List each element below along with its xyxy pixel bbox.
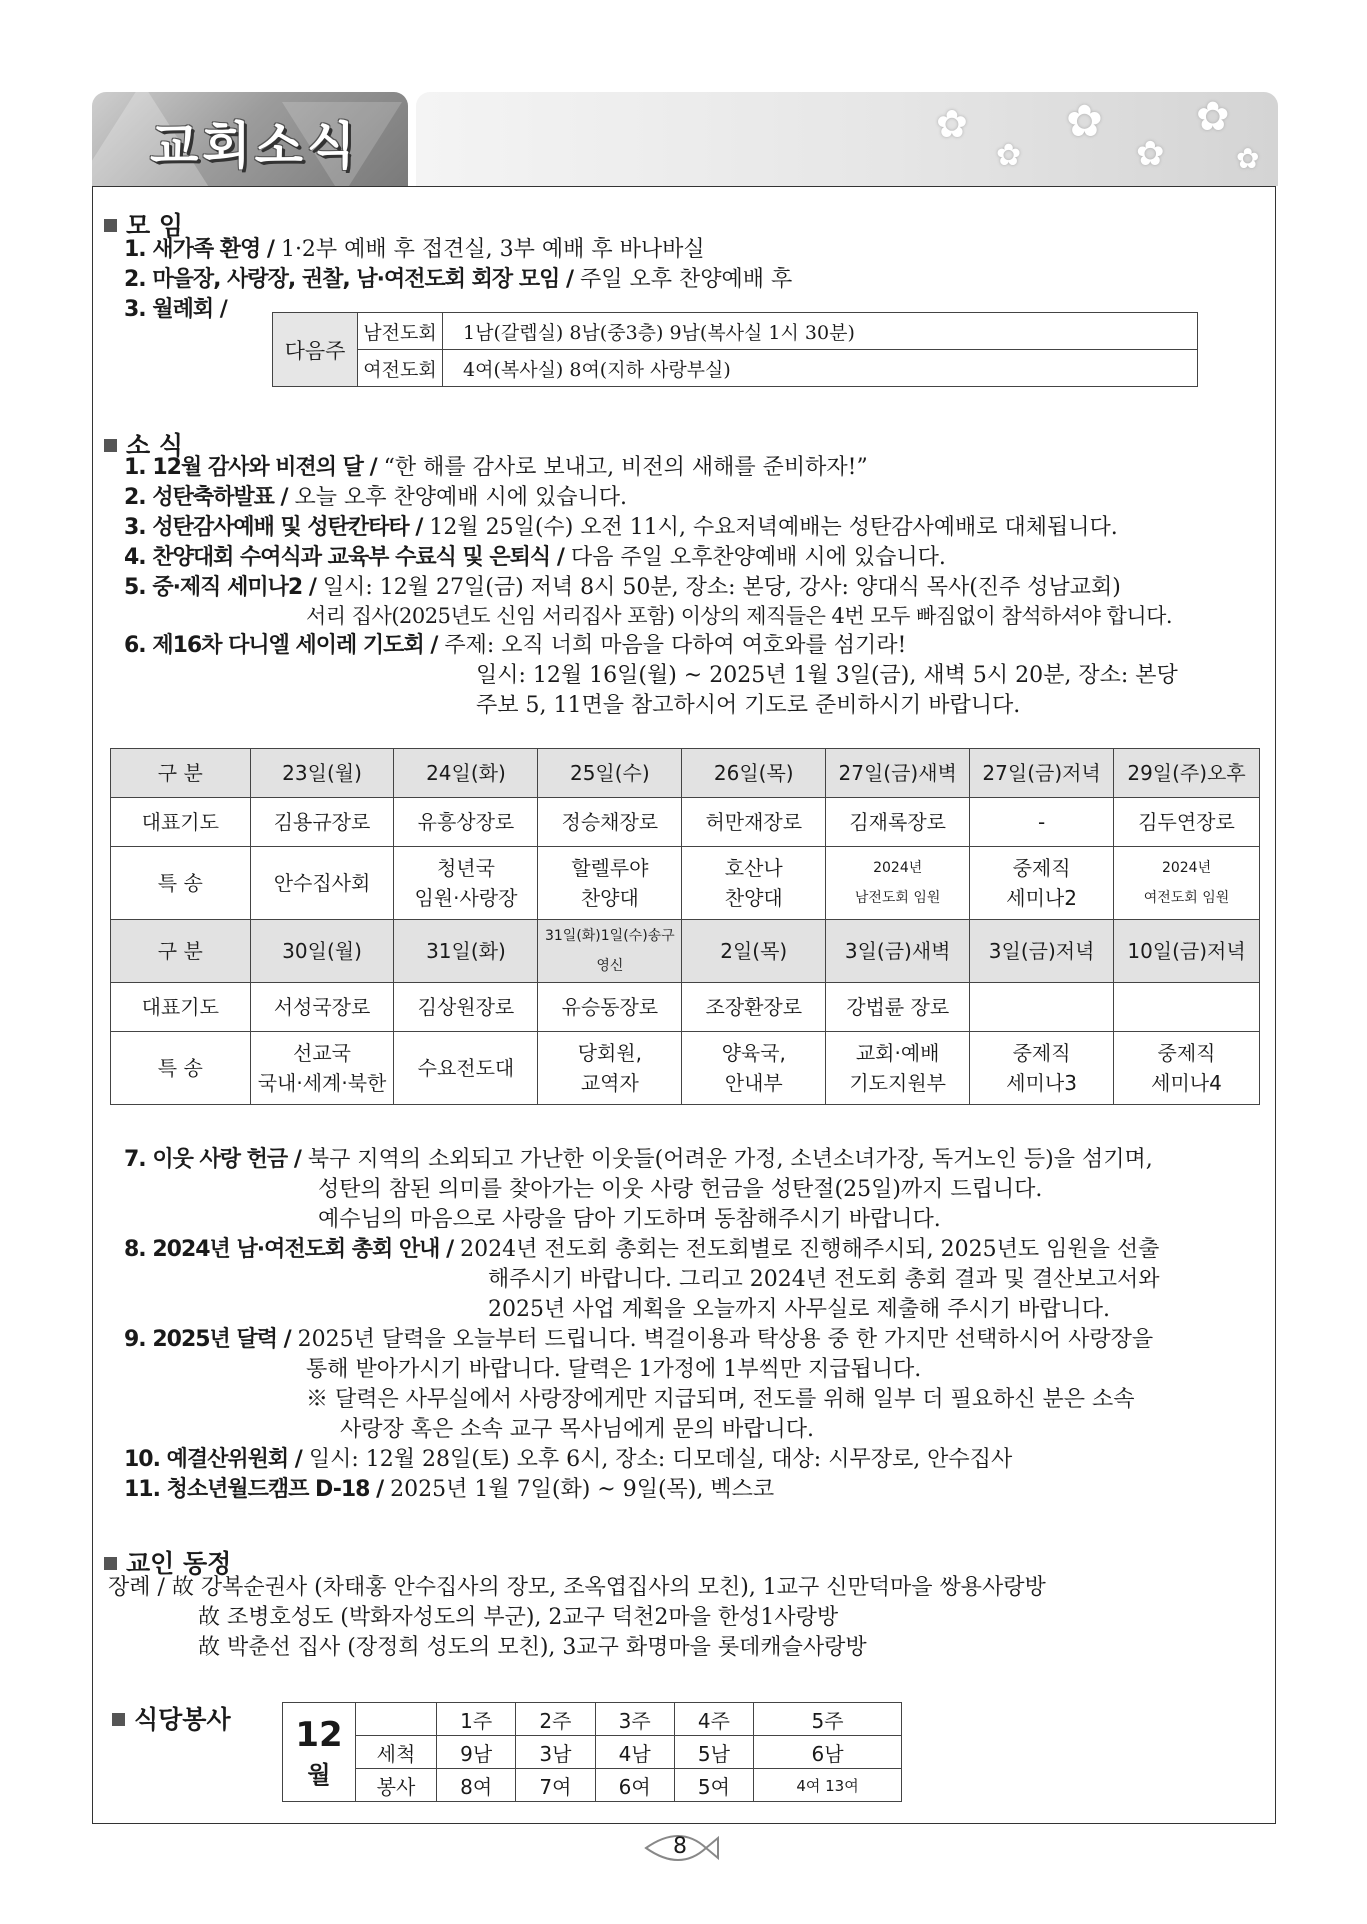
item-text: 2025년 달력을 오늘부터 드립니다. 벽걸이용과 탁상용 중 한 가지만 선택하시어 사랑장을 <box>290 1327 1154 1352</box>
cell-text: 찬양대 <box>724 886 783 910</box>
item-label: 1. 12월 감사와 비젼의 달 / <box>124 455 377 480</box>
table-cell <box>250 920 394 983</box>
item-text: 일시: 12월 16일(월) ~ 2025년 1월 3일(금), 새벽 5시 20분, 장소: 본당 <box>476 663 1178 688</box>
list-item <box>124 454 868 482</box>
table-cell <box>682 847 826 920</box>
cell-text: 유승동장로 <box>561 995 659 1019</box>
row-header <box>111 749 251 798</box>
item-text: ※ 달력은 사무실에서 사랑장에게만 지급되며, 전도를 위해 일부 더 필요하신 분은 소속 <box>306 1387 1135 1412</box>
monthly-name: 남전도회 <box>358 313 443 350</box>
list-item <box>124 1326 1153 1354</box>
cell-text: 3일(금)새벽 <box>844 939 951 963</box>
section-heading-news: 소 식 <box>104 426 183 462</box>
list-item <box>318 1206 941 1234</box>
table-cell <box>538 847 682 920</box>
table-cell <box>970 983 1114 1032</box>
table-cell <box>682 1032 826 1105</box>
item-text: 해주시기 바랍니다. 그리고 2024년 전도회 총회 결과 및 결산보고서와 <box>488 1267 1160 1292</box>
table-cell <box>1114 847 1260 920</box>
row-header: 세척 <box>356 1736 437 1769</box>
flower-icon: ✿ <box>1066 96 1103 147</box>
week-header: 4주 <box>674 1703 753 1736</box>
table-cell <box>250 983 394 1032</box>
page-title: 교회소식 <box>150 117 360 175</box>
table-cell <box>1114 749 1260 798</box>
table-cell <box>826 983 970 1032</box>
row-header <box>111 920 251 983</box>
cell-text: 구 분 <box>157 761 203 785</box>
item-label: 5. 중·제직 세미나2 / <box>124 575 316 600</box>
item-text: 12월 25일(수) 오전 11시, 수요저녁예배는 성탄감사예배로 대체됩니다. <box>422 515 1118 540</box>
section-heading-members: 교인 동정 <box>104 1544 231 1580</box>
cell-text: 3일(금)저녁 <box>988 939 1095 963</box>
item-label: 3. 월례회 / <box>124 297 227 322</box>
cell-text: 수요전도대 <box>417 1056 515 1080</box>
item-text: 다음 주일 오후찬양예배 시에 있습니다. <box>563 545 946 570</box>
table-cell: 6여 <box>595 1769 674 1802</box>
section-heading-meal: 식당봉사 <box>112 1700 231 1736</box>
item-text: 성탄의 참된 의미를 찾아가는 이웃 사랑 헌금을 성탄절(25일)까지 드립니다. <box>318 1177 1043 1202</box>
table-cell <box>682 749 826 798</box>
cell-text: 김용규장로 <box>273 810 371 834</box>
cell-text: - <box>1037 810 1046 834</box>
table-cell: 5남 <box>674 1736 753 1769</box>
item-label: 2. 성탄축하발표 / <box>124 485 288 510</box>
cell-text: 31일(화)1일(수)송구영신 <box>544 928 675 974</box>
week-header: 2주 <box>516 1703 595 1736</box>
list-item <box>488 1296 1110 1324</box>
item-text: 서리 집사(2025년도 신임 서리집사 포함) 이상의 제직들은 4번 모두 빠짐없이 참석하셔야 합니다. <box>306 604 1173 628</box>
item-label: 10. 예결산위원회 / <box>124 1447 302 1472</box>
cell-text: 할렐루야 <box>571 856 649 880</box>
table-cell <box>970 920 1114 983</box>
item-label: 3. 성탄감사예배 및 성탄칸타타 / <box>124 515 423 540</box>
table-cell: 7여 <box>516 1769 595 1802</box>
table-cell: 5여 <box>674 1769 753 1802</box>
item-text: “한 해를 감사로 보내고, 비전의 새해를 준비하자!” <box>376 455 868 480</box>
cell-text: 교역자 <box>580 1071 639 1095</box>
cell-text: 남전도회 임원 <box>854 890 941 906</box>
table-cell: 3남 <box>516 1736 595 1769</box>
cell-text: 조장환장로 <box>705 995 803 1019</box>
table-cell <box>394 920 538 983</box>
table-cell <box>394 983 538 1032</box>
cell-text: 24일(화) <box>426 761 506 785</box>
list-item <box>306 1356 921 1384</box>
cell-text: 기도지원부 <box>849 1071 946 1095</box>
cell-text: 23일(월) <box>282 761 362 785</box>
flower-icon: ✿ <box>1236 142 1260 175</box>
table-cell <box>538 1032 682 1105</box>
table-row <box>111 1032 1260 1105</box>
cell-text: 26일(목) <box>713 761 794 785</box>
page-number: 8 <box>640 1834 720 1859</box>
cell-text: 강법륜 장로 <box>846 995 950 1019</box>
table-row <box>283 1736 902 1769</box>
cell-text: 양육국, <box>721 1041 786 1065</box>
list-item <box>124 1446 1012 1474</box>
table-cell <box>394 1032 538 1105</box>
table-row <box>111 749 1260 798</box>
row-header <box>111 847 251 920</box>
item-text: 2025년 사업 계획을 오늘까지 사무실로 제출해 주시기 바랍니다. <box>488 1297 1110 1322</box>
table-cell <box>394 847 538 920</box>
table-row <box>111 920 1260 983</box>
table-cell <box>826 1032 970 1105</box>
item-text: 예수님의 마음으로 사랑을 담아 기도하며 동참해주시기 바랍니다. <box>318 1207 941 1232</box>
list-item <box>124 1476 774 1504</box>
table-cell <box>1114 983 1260 1032</box>
table-row <box>111 983 1260 1032</box>
cell-text: 세미나3 <box>1006 1071 1077 1095</box>
list-item <box>124 266 792 294</box>
monthly-detail: 1남(갈렙실) 8남(중3층) 9남(복사실 1시 30분) <box>443 313 1198 350</box>
table-row <box>111 798 1260 847</box>
item-text: 2025년 1월 7일(화) ~ 9일(목), 벡스코 <box>383 1477 775 1502</box>
list-item <box>124 574 1121 602</box>
list-item: 故 박춘선 집사 (장정희 성도의 모친), 3교구 화명마을 롯데캐슬사랑방 <box>198 1635 867 1660</box>
table-cell <box>970 798 1114 847</box>
cell-text: 안내부 <box>724 1071 783 1095</box>
item-text: 북구 지역의 소외되고 가난한 이웃들(어려운 가정, 소년소녀가장, 독거노인 등)을 섬기며, <box>300 1147 1153 1172</box>
table-cell: 4남 <box>595 1736 674 1769</box>
cell-text: 교회·예배 <box>855 1041 940 1065</box>
table-cell <box>538 920 682 983</box>
row-header <box>111 983 251 1032</box>
list-item <box>124 1236 1159 1264</box>
flower-icon: ✿ <box>1196 94 1230 140</box>
list-item <box>124 236 705 264</box>
list-item <box>306 602 1172 630</box>
cell-text: 특 송 <box>157 1056 203 1080</box>
cell-text: 김상원장로 <box>417 995 515 1019</box>
item-label: 9. 2025년 달력 / <box>124 1327 291 1352</box>
flower-icon: ✿ <box>936 102 968 146</box>
list-item <box>124 484 627 512</box>
item-text: 주보 5, 11면을 참고하시어 기도로 준비하시기 바랍니다. <box>476 693 1021 718</box>
table-cell: 9남 <box>437 1736 516 1769</box>
cell-text: 2일(목) <box>720 939 788 963</box>
table-cell <box>538 749 682 798</box>
item-label: 4. 찬양대회 수여식과 교육부 수료식 및 은퇴식 / <box>124 545 564 570</box>
list-item <box>124 632 906 660</box>
cell-text: 김두연장로 <box>1138 810 1235 834</box>
title-tab <box>92 92 408 186</box>
item-text: 통해 받아가시기 바랍니다. 달력은 1가정에 1부씩만 지급됩니다. <box>306 1357 922 1382</box>
cell-text: 임원·사랑장 <box>414 886 518 910</box>
table-cell <box>250 847 394 920</box>
table-cell <box>970 1032 1114 1105</box>
list-item <box>340 1416 814 1444</box>
table-cell <box>1114 1032 1260 1105</box>
cell-text: 찬양대 <box>580 886 639 910</box>
page-header <box>92 92 1278 186</box>
monthly-detail: 4여(복사실) 8여(지하 사랑부실) <box>443 350 1198 387</box>
month-unit: 월 <box>307 1760 331 1789</box>
row-header: 봉사 <box>356 1769 437 1802</box>
table-cell <box>250 1032 394 1105</box>
table-cell <box>682 920 826 983</box>
cell-text: 국내·세계·북한 <box>257 1071 387 1095</box>
cell-text: 서성국장로 <box>273 995 371 1019</box>
cell-text: 중제직 <box>1157 1041 1216 1065</box>
item-text: 오늘 오후 찬양예배 시에 있습니다. <box>287 485 628 510</box>
table-cell <box>538 983 682 1032</box>
monthly-group: 다음주 <box>273 313 358 387</box>
list-item <box>488 1266 1159 1294</box>
cell-text: 유흥상장로 <box>417 810 515 834</box>
cell-text: 정승채장로 <box>561 810 659 834</box>
table-cell <box>1114 798 1260 847</box>
week-header: 5주 <box>754 1703 902 1736</box>
list-item <box>476 692 1020 720</box>
item-label: 2. 마을장, 사랑장, 권찰, 남·여전도회 회장 모임 / <box>124 267 574 292</box>
cell-text: 27일(금)새벽 <box>838 761 957 785</box>
cell-text: 30일(월) <box>282 939 362 963</box>
item-text: 주제: 오직 너희 마음을 다하여 여호와를 섬기라! <box>437 633 907 658</box>
cell-text: 청년국 <box>436 856 495 880</box>
list-item <box>124 296 227 324</box>
item-label: 7. 이웃 사랑 헌금 / <box>124 1147 301 1172</box>
meal-month <box>283 1703 356 1802</box>
cell-text: 구 분 <box>157 939 203 963</box>
table-cell <box>826 749 970 798</box>
flower-icon: ✿ <box>996 138 1022 173</box>
list-item: 장례 / 故 강복순권사 (차태홍 안수집사의 장모, 조옥엽집사의 모친), 1교구 신만덕마을 쌍용사랑방 <box>108 1575 1046 1600</box>
table-cell <box>394 749 538 798</box>
section-heading-meeting: 모 임 <box>104 206 183 242</box>
table-cell: 6남 <box>754 1736 902 1769</box>
cell-text: 호산나 <box>724 856 783 880</box>
item-text: 사랑장 혹은 소속 교구 목사님에게 문의 바랍니다. <box>340 1417 814 1442</box>
cell-text: 김재록장로 <box>849 810 946 834</box>
table-cell: 4여 13여 <box>754 1769 902 1802</box>
item-label: 6. 제16차 다니엘 세이레 기도회 / <box>124 633 438 658</box>
week-header: 3주 <box>595 1703 674 1736</box>
cell-text: 중제직 <box>1012 856 1071 880</box>
prayer-schedule-table <box>110 748 1260 1105</box>
item-text: 2024년 전도회 총회는 전도회별로 진행해주시되, 2025년도 임원을 선출 <box>453 1237 1160 1262</box>
list-item <box>476 662 1178 690</box>
table-cell: 8여 <box>437 1769 516 1802</box>
cell-text: 선교국 <box>293 1041 352 1065</box>
cell-text: 중제직 <box>1012 1041 1071 1065</box>
cell-text: 25일(수) <box>569 761 650 785</box>
table-cell <box>970 847 1114 920</box>
flower-icon: ✿ <box>1136 134 1165 174</box>
table-cell <box>826 798 970 847</box>
table-cell <box>826 920 970 983</box>
table-cell <box>250 749 394 798</box>
meal-service-table <box>282 1702 902 1802</box>
cell-text: 세미나2 <box>1006 886 1077 910</box>
cell-text: 대표기도 <box>141 995 219 1019</box>
cell-text: 31일(화) <box>426 939 506 963</box>
list-item <box>124 544 946 572</box>
cell-text: 당회원, <box>577 1041 642 1065</box>
table-row <box>283 1769 902 1802</box>
cell-text: 여전도회 임원 <box>1143 890 1230 906</box>
item-text: 1·2부 예배 후 접견실, 3부 예배 후 바나바실 <box>273 237 705 262</box>
row-header <box>111 798 251 847</box>
cell-text: 2024년 <box>1161 860 1212 876</box>
item-label: 8. 2024년 남·여전도회 총회 안내 / <box>124 1237 454 1262</box>
cell-text: 안수집사회 <box>273 871 371 895</box>
table-cell <box>250 798 394 847</box>
table-row <box>111 847 1260 920</box>
week-header: 1주 <box>437 1703 516 1736</box>
table-cell <box>682 798 826 847</box>
cell-text: 2024년 <box>873 860 923 876</box>
table-cell <box>1114 920 1260 983</box>
cell-text: 특 송 <box>157 871 203 895</box>
item-label: 11. 청소년월드캠프 D-18 / <box>124 1477 384 1502</box>
item-text: 일시: 12월 28일(토) 오후 6시, 장소: 디모데실, 대상: 시무장로, 안수집사 <box>301 1447 1013 1472</box>
item-label: 1. 새가족 환영 / <box>124 237 274 262</box>
list-item <box>306 1386 1135 1414</box>
month-number: 12 <box>295 1714 343 1755</box>
monthly-name: 여전도회 <box>358 350 443 387</box>
cell-text: 허만재장로 <box>705 810 803 834</box>
table-cell <box>356 1703 437 1736</box>
table-cell <box>826 847 970 920</box>
table-cell <box>682 983 826 1032</box>
list-item <box>124 1146 1153 1174</box>
list-item: 故 조병호성도 (박화자성도의 부군), 2교구 덕천2마을 한성1사랑방 <box>198 1605 839 1630</box>
cell-text: 27일(금)저녁 <box>982 761 1101 785</box>
cell-text: 세미나4 <box>1151 1071 1222 1095</box>
cell-text: 29일(주)오후 <box>1127 761 1246 785</box>
monthly-meeting-table <box>272 312 1198 387</box>
cell-text: 대표기도 <box>141 810 219 834</box>
table-cell <box>538 798 682 847</box>
item-text: 일시: 12월 27일(금) 저녁 8시 50분, 장소: 본당, 강사: 양대식 목사(진주 성남교회) <box>315 575 1121 600</box>
table-cell <box>394 798 538 847</box>
cell-text: 10일(금)저녁 <box>1127 939 1246 963</box>
table-cell <box>970 749 1114 798</box>
list-item <box>124 514 1118 542</box>
item-text: 주일 오후 찬양예배 후 <box>573 267 793 292</box>
row-header <box>111 1032 251 1105</box>
list-item <box>318 1176 1042 1204</box>
header-decoration <box>416 92 1278 186</box>
